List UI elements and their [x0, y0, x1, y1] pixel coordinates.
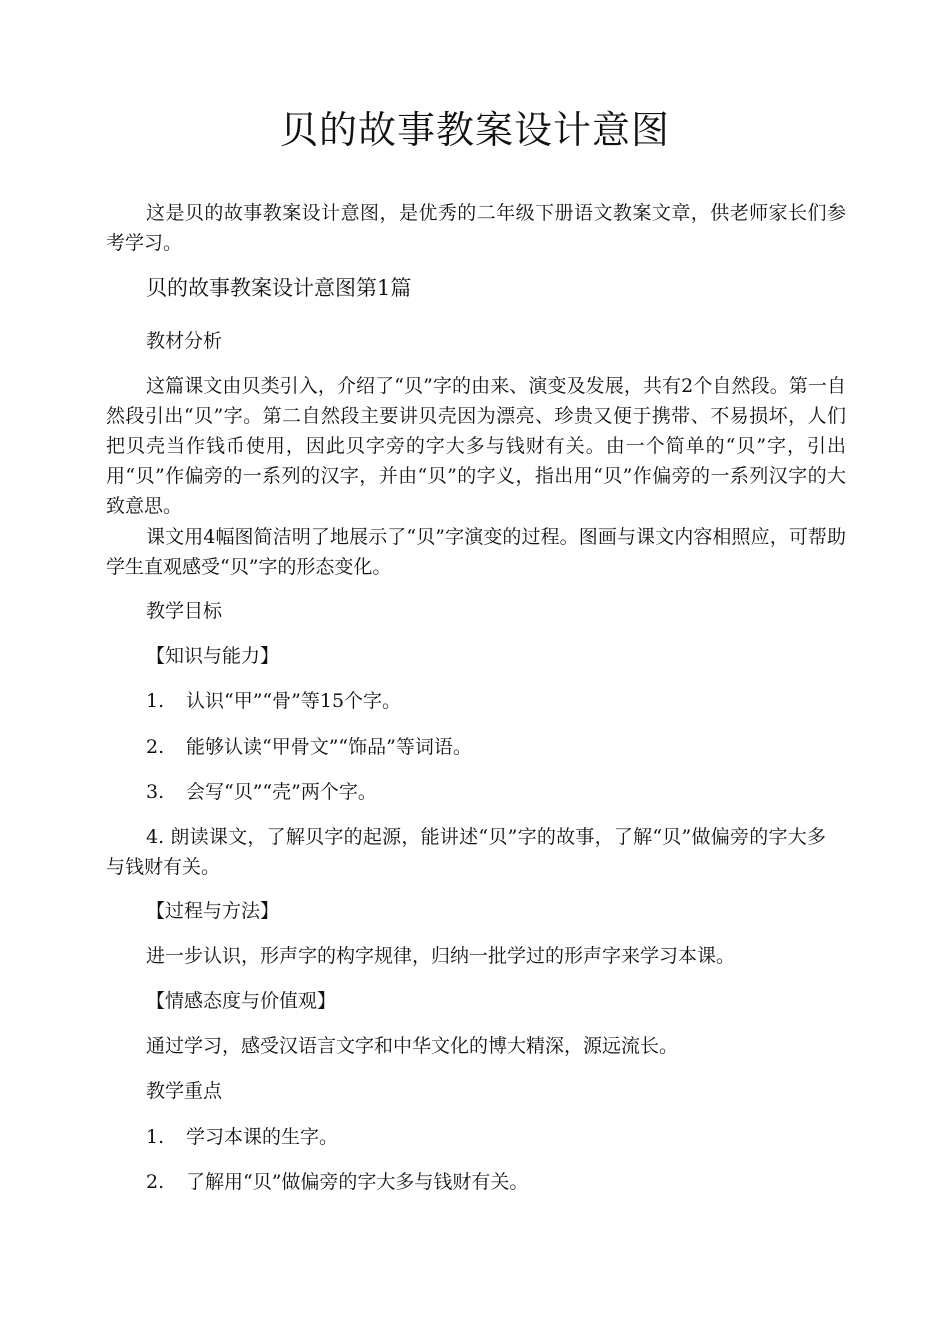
list-text: 能够认读“甲骨文”“饰品”等词语。 [186, 736, 472, 758]
key-item [146, 1167, 846, 1197]
section-title: 贝的故事教案设计意图第1篇 [146, 276, 412, 300]
knowledge-item [146, 777, 846, 807]
material-paragraph-1: 这篇课文由贝类引入，介绍了“贝”字的由来、演变及发展，共有2个自然段。第一自然段引出“贝”字。第二自然段主要讲贝壳因为漂亮、珍贵又便于携带、不易损坏，人们把贝壳当作钱币使用，因此贝字旁的字大多与钱财有关。由一个简单的“贝”字，引出用“贝”作偏旁的一系列的汉字，并由“贝”的字义，指出用“贝”作偏旁的一系列汉字的大致意思。 [106, 375, 846, 517]
knowledge-item [146, 732, 846, 762]
emotion-heading: 【情感态度与价值观】 [146, 990, 337, 1012]
key-heading: 教学重点 [146, 1080, 223, 1102]
key-item [146, 1122, 846, 1152]
list-number: 3. [146, 781, 165, 803]
process-text: 进一步认识，形声字的构字规律，归纳一批学过的形声字来学习本课。 [146, 945, 736, 967]
list-number: 1. [146, 690, 165, 712]
material-paragraph-2: 课文用4幅图简洁明了地展示了“贝”字演变的过程。图画与课文内容相照应，可帮助学生直观感受“贝”字的形态变化。 [106, 526, 846, 578]
intro-paragraph: 这是贝的故事教案设计意图，是优秀的二年级下册语文教案文章，供老师家长们参考学习。 [106, 202, 846, 254]
knowledge-item [146, 686, 846, 716]
knowledge-heading: 【知识与能力】 [146, 645, 280, 667]
goals-heading: 教学目标 [146, 600, 223, 622]
knowledge-item-4: 4. 朗读课文，了解贝字的起源，能讲述“贝”字的故事，了解“贝”做偏旁的字大多与钱财有关。 [106, 826, 826, 878]
document-title: 贝的故事教案设计意图 [279, 108, 670, 152]
list-text: 学习本课的生字。 [186, 1126, 339, 1148]
emotion-text: 通过学习，感受汉语言文字和中华文化的博大精深，源远流长。 [146, 1035, 679, 1057]
process-heading: 【过程与方法】 [146, 900, 280, 922]
list-text: 会写“贝”“壳”两个字。 [186, 781, 377, 803]
list-text: 了解用“贝”做偏旁的字大多与钱财有关。 [186, 1171, 529, 1193]
list-number: 2. [146, 736, 165, 758]
list-number: 2. [146, 1171, 165, 1193]
list-number: 1. [146, 1126, 165, 1148]
list-text: 认识“甲”“骨”等15个字。 [186, 690, 402, 712]
material-heading: 教材分析 [146, 330, 223, 352]
